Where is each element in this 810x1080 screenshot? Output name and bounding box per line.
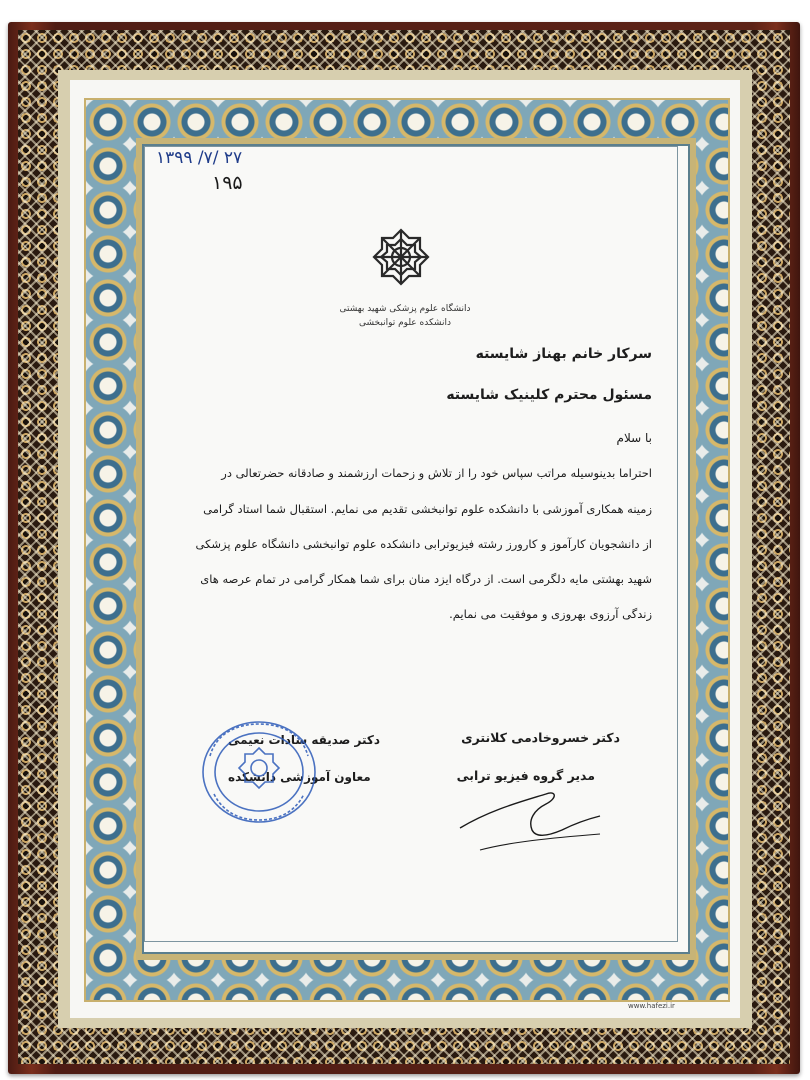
body-line: احتراما بدینوسیله مراتب سپاس خود را از تلاش و زحمات ارزشمند و صادقانه حضرتعالی در bbox=[221, 466, 652, 480]
body-line: زندگی آرزوی بهروزی و موفقیت می نمایم. bbox=[449, 607, 652, 621]
greeting: با سلام bbox=[616, 431, 652, 445]
handwritten-number: ۱۹۵ bbox=[212, 172, 243, 194]
body-line: شهید بهشتی مایه دلگرمی است. از درگاه ایزد منان برای شما همکار گرامی در تمام عرصه های bbox=[200, 572, 652, 586]
handwritten-date: ۱۳۹۹ /۷/ ۲۷ bbox=[156, 148, 243, 168]
recipient-title: مسئول محترم کلینیک شایسته bbox=[446, 387, 652, 403]
handwritten-signature bbox=[450, 780, 610, 860]
official-seal-stamp bbox=[196, 716, 322, 828]
left-signatory-name: دکتر صدیقه سادات نعیمی bbox=[228, 733, 380, 747]
faculty-name: دانشکده علوم توانبخشی bbox=[359, 318, 451, 328]
university-logo-mark bbox=[366, 226, 436, 290]
left-signatory-title: معاون آموزشی دانشکده bbox=[228, 770, 371, 784]
right-signatory-title: مدیر گروه فیزیو ترابی bbox=[456, 768, 595, 783]
printer-credit: www.hafezi.ir bbox=[628, 1002, 675, 1010]
recipient-name: سرکار خانم بهناز شایسته bbox=[475, 346, 652, 362]
body-line: زمینه همکاری آموزشی با دانشکده علوم توانبخشی تقدیم می نمایم. استقبال شما استاد گرامی bbox=[203, 502, 652, 516]
right-signatory-name: دکتر خسروخادمی کلانتری bbox=[461, 730, 620, 745]
body-line: از دانشجویان کارآموز و کارورز رشته فیزیوترابی دانشکده علوم توانبخشی دانشگاه علوم پزشکی bbox=[195, 537, 652, 551]
university-name: دانشگاه علوم پزشکی شهید بهشتی bbox=[339, 304, 471, 314]
